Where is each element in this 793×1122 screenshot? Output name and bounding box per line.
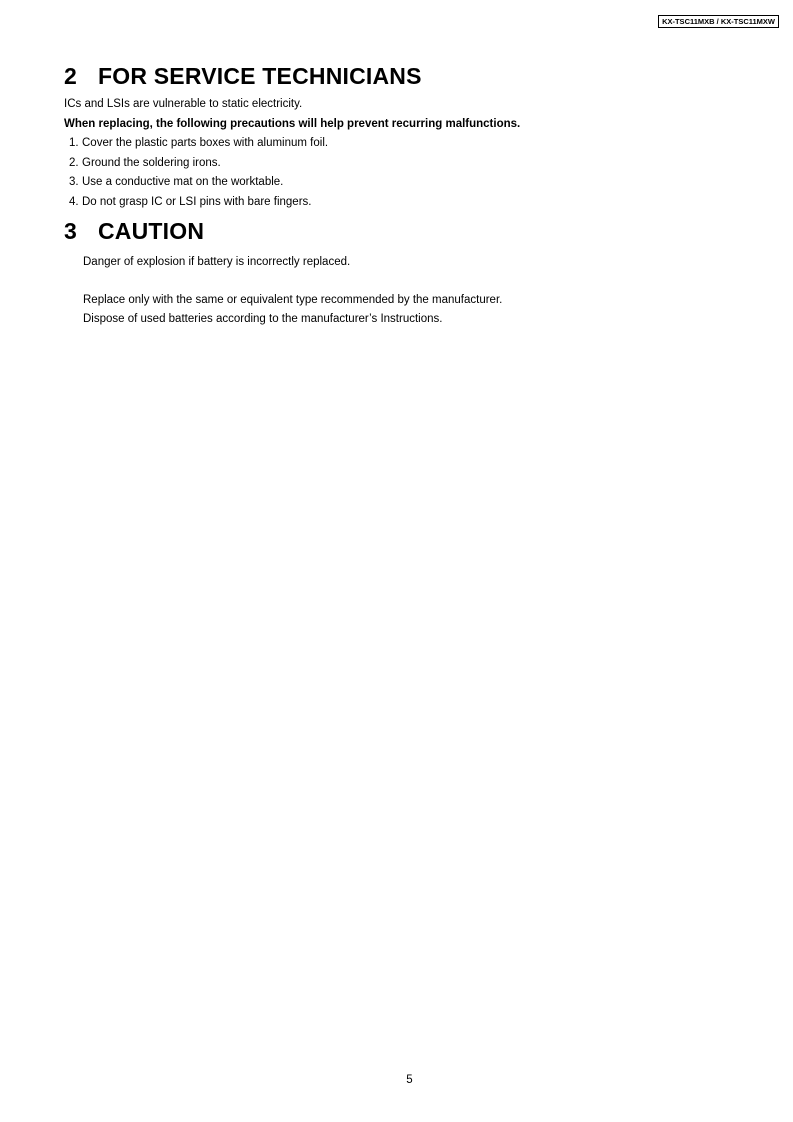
precaution-list xyxy=(64,134,753,212)
list-item-number: 3. xyxy=(69,176,79,189)
caution-line-replace: Replace only with the same or equivalent type recommended by the manufacturer. xyxy=(83,293,503,306)
list-item-number: 4. xyxy=(69,195,79,208)
section-title: FOR SERVICE TECHNICIANS xyxy=(98,63,422,89)
list-item-text: Do not grasp IC or LSI pins with bare fingers. xyxy=(82,195,312,208)
list-item xyxy=(69,154,753,174)
page-number: 5 xyxy=(406,1074,413,1086)
caution-line-explosion: Danger of explosion if battery is incorrectly replaced. xyxy=(83,256,351,268)
list-item-text: Cover the plastic parts boxes with aluminum foil. xyxy=(82,137,329,150)
lead-text: When replacing, the following precautions will help prevent recurring malfunctions. xyxy=(64,117,521,130)
intro-text: ICs and LSIs are vulnerable to static electricity. xyxy=(64,98,303,110)
section-for-service-technicians xyxy=(64,62,753,213)
list-item-text: Use a conductive mat on the worktable. xyxy=(82,176,284,189)
spacer xyxy=(83,273,753,291)
model-number-tag: KX-TSC11MXB / KX-TSC11MXW xyxy=(658,15,779,28)
section-caution xyxy=(64,217,753,330)
caution-body xyxy=(64,253,753,330)
section-number: 2 xyxy=(64,63,77,89)
section-number: 3 xyxy=(64,218,77,244)
list-item xyxy=(69,173,753,193)
list-item-number: 1. xyxy=(69,137,79,150)
section-title: CAUTION xyxy=(98,218,205,244)
list-item xyxy=(69,193,753,213)
list-item-text: Ground the soldering irons. xyxy=(82,156,221,169)
section-heading xyxy=(64,62,753,90)
caution-line-dispose: Dispose of used batteries according to the manufacturer’s Instructions. xyxy=(83,313,443,326)
section-heading xyxy=(64,217,753,245)
list-item-number: 2. xyxy=(69,156,79,169)
list-item xyxy=(69,134,753,154)
